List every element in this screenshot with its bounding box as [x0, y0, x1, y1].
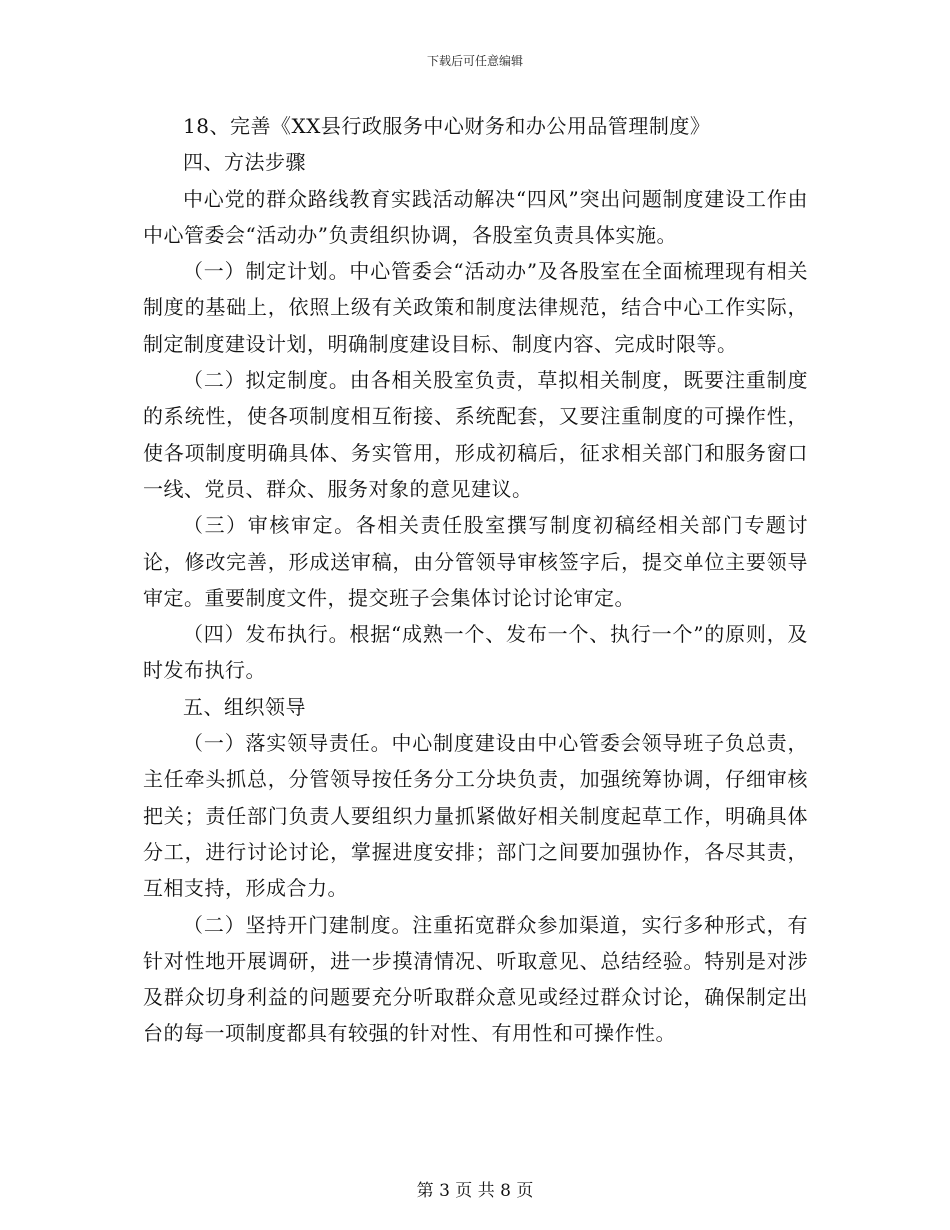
- paragraph: （一）制定计划。中心管委会“活动办”及各股室在全面梳理现有相关制度的基础上，依照上级有关政策和制度法律规范，结合中心工作实际，制定制度建设计划，明确制度建设目标、制度内容、完成时限等。: [143, 259, 808, 356]
- paragraph: （三）审核审定。各相关责任股室撰写制度初稿经相关部门专题讨论，修改完善，形成送审稿，由分管领导审核签字后，提交单位主要领导审定。重要制度文件，提交班子会集体讨论讨论审定。: [143, 513, 808, 610]
- paragraph: （二）坚持开门建制度。注重拓宽群众参加渠道，实行多种形式，有针对性地开展调研，进一步摸清情况、听取意见、总结经验。特别是对涉及群众切身利益的问题要充分听取群众意见或经过群众讨论，确保制定出台的每一项制度都具有较强的针对性、有用性和可操作性。: [143, 912, 808, 1046]
- list-item-18: 18、完善《XX县行政服务中心财务和办公用品管理制度》: [183, 114, 711, 138]
- document-body: [143, 108, 808, 1052]
- page-header: 下载后可任意编辑: [426, 54, 523, 68]
- paragraph: （一）落实领导责任。中心制度建设由中心管委会领导班子负总责，主任牵头抓总，分管领导按任务分工分块负责，加强统筹协调，仔细审核把关；责任部门负责人要组织力量抓紧做好相关制度起草工作，明确具体分工，进行讨论讨论，掌握进度安排；部门之间要加强协作，各尽其责，互相支持，形成合力。: [143, 731, 808, 901]
- paragraph: 中心党的群众路线教育实践活动解决“四风”突出问题制度建设工作由中心管委会“活动办”负责组织协调，各股室负责具体实施。: [143, 186, 808, 247]
- paragraph: （二）拟定制度。由各相关股室负责，草拟相关制度，既要注重制度的系统性，使各项制度相互衔接、系统配套，又要注重制度的可操作性，使各项制度明确具体、务实管用，形成初稿后，征求相关部门和服务窗口一线、党员、群众、服务对象的意见建议。: [143, 368, 808, 501]
- section-heading-methods: 四、方法步骤: [183, 150, 306, 175]
- page-number: 第 3 页 共 8 页: [416, 1181, 534, 1201]
- section-heading-leadership: 五、组织领导: [183, 694, 306, 719]
- paragraph: （四）发布执行。根据“成熟一个、发布一个、执行一个”的原则，及时发布执行。: [143, 622, 808, 683]
